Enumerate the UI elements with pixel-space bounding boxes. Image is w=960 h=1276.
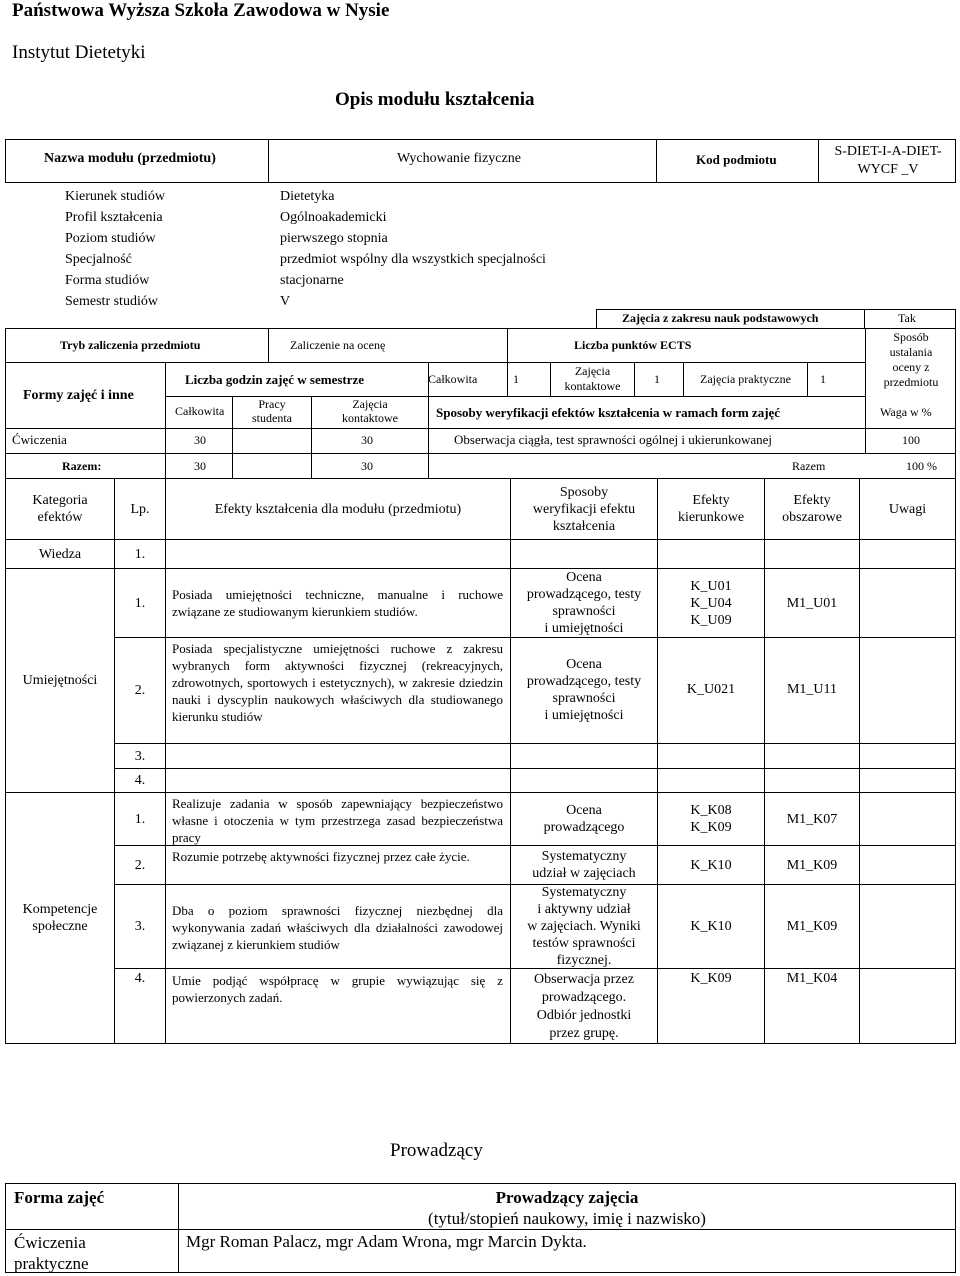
table-border (955, 1183, 956, 1273)
table-border (634, 362, 635, 396)
formy-label: Formy zajęć i inne (23, 388, 134, 403)
method-line: udział w zajęciach (532, 866, 636, 881)
info-label: Semestr studiów (65, 294, 158, 309)
komp-line: społeczne (32, 919, 88, 934)
method-line: w zajęciach. Wyniki (527, 919, 641, 934)
category-umiejetnosci (6, 569, 114, 792)
table-border (5, 328, 956, 329)
kat-line: Kategoria (32, 493, 88, 508)
method-line: Ocena (566, 803, 602, 818)
category-wiedza (6, 540, 114, 568)
cwiczenia-waga: 100 (902, 433, 920, 447)
table-border (311, 428, 312, 479)
list-item-lp (115, 885, 165, 968)
sposob-line: przedmiotu (883, 375, 939, 389)
table-border (864, 309, 865, 329)
method-line: Systematyczny (541, 885, 627, 900)
cwiczenia-total: 30 (194, 433, 206, 447)
kier-line: kierunkowe (677, 510, 745, 525)
kierunkowe-codes (658, 569, 764, 637)
hours-total-label: Całkowita (175, 404, 225, 418)
code-line-1: S-DIET-I-A-DIET- (834, 144, 942, 159)
table-border (268, 328, 269, 363)
method-line: Systematyczny (541, 849, 627, 864)
code-line: K_K09 (690, 820, 732, 835)
razem-label-2: Razem (792, 459, 826, 473)
table-border (5, 139, 6, 183)
ects-label: Liczba punktów ECTS (574, 338, 692, 352)
header-sposoby (511, 479, 657, 539)
module-code-label: Kod podmiotu (696, 152, 777, 167)
verification-method (511, 569, 657, 637)
category-kompetencje (6, 793, 114, 1043)
kierunkowe-codes: K_U021 (686, 682, 736, 697)
verification-method (511, 885, 657, 968)
sposob-line: oceny z (892, 360, 930, 374)
prowadzacy-title: Prowadzący (390, 1140, 483, 1161)
info-value: pierwszego stopnia (280, 231, 388, 246)
prowadzacy-sub: (tytuł/stopień naukowy, imię i nazwisko) (428, 1209, 706, 1228)
code-line-2: WYCF _V (857, 162, 919, 177)
lp-text: 2. (134, 857, 146, 873)
method-line: prowadzącego. (541, 990, 627, 1005)
method-line: prowadzącego (543, 820, 625, 835)
list-item-lp: 4. (134, 971, 146, 986)
method-line: sprawności (552, 691, 616, 706)
table-border (165, 428, 166, 479)
sposoby-line: Sposoby (559, 484, 609, 500)
cwiczenia-label: Ćwiczenia (12, 432, 67, 447)
list-item-lp (115, 540, 165, 568)
prowadzacy-names: Mgr Roman Palacz, mgr Adam Wrona, mgr Marcin Dykta. (186, 1232, 587, 1251)
kontaktowe-line: kontaktowe (342, 411, 398, 425)
razem-total: 30 (194, 459, 206, 473)
method-line: i umiejętności (544, 708, 624, 723)
uwagi-text: Uwagi (888, 501, 927, 517)
method-line: prowadzącego, testy (526, 674, 642, 689)
komp-line: Kompetencje (22, 902, 98, 917)
table-border (5, 328, 6, 479)
code-text: K_K10 (690, 857, 732, 873)
razem-kontaktowe: 30 (361, 459, 373, 473)
table-border (114, 768, 956, 769)
obszarowe-code (765, 569, 859, 637)
obszarowe-code: M1_K04 (786, 971, 838, 986)
info-label: Kierunek studiów (65, 189, 165, 204)
header-lp (115, 479, 165, 539)
info-values (280, 186, 546, 312)
prowadzacy-label: Prowadzący zajęcia (495, 1188, 639, 1207)
kontaktowe-line: Zajęcia (352, 397, 388, 411)
list-item-lp (115, 793, 165, 845)
table-border (5, 453, 956, 454)
kier-line: Efekty (692, 493, 730, 508)
code-text: M1_U01 (786, 595, 838, 611)
obszarowe-code (765, 885, 859, 968)
wiedza-text: Wiedza (38, 546, 82, 562)
forma-line: praktyczne (14, 1254, 89, 1273)
table-border (507, 328, 508, 363)
table-border (5, 1183, 956, 1184)
info-value: przedmiot wspólny dla wszystkich specjalności (280, 252, 546, 267)
info-value: stacjonarne (280, 273, 344, 288)
effect-description: Rozumie potrzebę aktywności fizycznej przez całe życie. (172, 849, 470, 864)
lp-text: 1. (134, 546, 146, 562)
obszarowe-code (765, 846, 859, 884)
table-border (165, 362, 166, 428)
lp-text: 1. (134, 811, 146, 827)
tryb-label: Tryb zaliczenia przedmiotu (60, 338, 201, 352)
obsz-line: Efekty (793, 493, 831, 508)
list-item-lp (115, 846, 165, 884)
institute-name: Instytut Dietetyki (12, 42, 146, 63)
cwiczenia-kontaktowe: 30 (361, 433, 373, 447)
lp-text: 3. (134, 748, 146, 764)
effect-description: Umie podjąć współpracę w grupie wywiązując się z powierzonych zadań. (172, 973, 503, 1005)
code-line: K_K08 (690, 803, 732, 818)
table-border (5, 362, 865, 363)
table-border (5, 1272, 956, 1273)
forma-label: Forma zajęć (14, 1188, 105, 1207)
header-obszarowe (765, 479, 859, 539)
method-line: i umiejętności (544, 621, 624, 636)
lp-text: 3. (134, 919, 146, 934)
table-border (596, 309, 597, 329)
table-border (859, 478, 860, 1044)
obsz-line: obszarowe (782, 510, 842, 525)
method-line: i aktywny udział (537, 902, 631, 917)
ects-kontaktowe-value: 1 (654, 372, 660, 386)
method-line: Ocena (566, 657, 602, 672)
lp-text: 1. (134, 595, 146, 611)
info-value: Dietetyka (280, 189, 335, 204)
forma-value (14, 1232, 89, 1274)
sposob-line: Sposób (893, 330, 929, 344)
header-kategoria (6, 479, 114, 539)
kontaktowe-line: Zajęcia (574, 364, 611, 378)
table-border (114, 637, 956, 638)
effect-description: Dba o poziom sprawności fizycznej niezbędnej dla wykonywania zadań właściwych dla działalności zawodowej związanej z kierunkiem studiów (172, 903, 503, 952)
table-border (656, 139, 657, 183)
basic-sciences-label: Zajęcia z zakresu nauk podstawowych (622, 311, 819, 325)
sposob-ustalania (866, 330, 956, 390)
verification-method (511, 793, 657, 845)
module-name-label: Nazwa modułu (przedmiotu) (44, 151, 216, 166)
hours-label: Liczba godzin zajęć w semestrze (185, 372, 365, 387)
effect-description: Posiada specjalistyczne umiejętności ruchowe z zakresu wybranych form aktywności fizycznej (rekreacyjnych, zdrowotnych, sportowych i estetycznych), w zakresie dziedzin nauki i dyscyplin naukowych właściwych dla studiowanego kierunku studiów (172, 641, 503, 724)
list-item-lp (115, 769, 165, 792)
method-line: Obserwacja przez (534, 972, 634, 987)
code-text: M1_K09 (786, 919, 838, 934)
tryb-value: Zaliczenie na ocenę (290, 338, 386, 352)
table-border (955, 309, 956, 329)
school-name: Państwowa Wyższa Szkoła Zawodowa w Nysie (12, 0, 390, 21)
table-border (5, 139, 956, 140)
header-kierunkowe (658, 479, 764, 539)
method-line: prowadzącego, testy (526, 587, 642, 602)
method-line: sprawności (552, 604, 616, 619)
table-border (114, 743, 956, 744)
code-line: K_U01 (690, 578, 732, 594)
ects-total-label: Całkowita (428, 372, 478, 386)
info-label: Forma studiów (65, 273, 150, 288)
module-name-value: Wychowanie fizyczne (397, 151, 521, 166)
waga-label: Waga w % (880, 405, 932, 419)
hours-kontaktowe-label (312, 397, 428, 425)
list-item-lp (115, 569, 165, 637)
obszarowe-code: M1_U11 (786, 682, 838, 697)
ects-praktyczne-value: 1 (820, 372, 826, 386)
kierunkowe-codes: K_K09 (690, 971, 732, 986)
table-border (268, 139, 269, 183)
table-border (807, 362, 808, 396)
verification-method (511, 656, 657, 724)
kierunkowe-codes (658, 846, 764, 884)
pracy-line: Pracy (258, 397, 286, 411)
kierunkowe-codes (658, 885, 764, 968)
cwiczenia-weryfikacja: Obserwacja ciągła, test sprawności ogólnej i ukierunkowanej (454, 432, 773, 447)
table-border (232, 428, 233, 479)
basic-sciences-value: Tak (898, 311, 916, 325)
razem-label: Razem: (62, 459, 102, 473)
info-label: Profil kształcenia (65, 210, 163, 225)
lp-text: 2. (134, 683, 146, 698)
sposoby-line: weryfikacji efektu (532, 501, 636, 517)
kierunkowe-codes (658, 793, 764, 845)
forma-line: Ćwiczenia (14, 1233, 86, 1252)
verification-method (511, 971, 657, 1043)
ects-praktyczne-label: Zajęcia praktyczne (700, 372, 791, 386)
table-border (428, 396, 865, 397)
razem-value: 100 % (906, 459, 937, 473)
table-border (5, 1183, 6, 1273)
table-border (5, 1229, 956, 1230)
method-line: fizycznej. (556, 953, 612, 968)
pracy-line: studenta (252, 411, 292, 425)
method-line: Ocena (566, 570, 602, 585)
sposob-line: ustalania (889, 345, 933, 359)
method-line: Odbiór jednostki (536, 1008, 632, 1023)
lp-text: Lp. (130, 501, 150, 517)
module-code-value (820, 143, 956, 179)
effect-description: Realizuje zadania w sposób zapewniający bezpieczeństwo własne i otoczenia w tym przestrzega zasad bezpieczeństwa pracy (172, 796, 503, 845)
table-border (955, 478, 956, 1044)
verification-method (511, 846, 657, 884)
weryfikacja-label: Sposoby weryfikacji efektów kształcenia w ramach form zajęć (436, 405, 781, 420)
ects-total-value: 1 (513, 372, 519, 386)
pracy-studenta-label (233, 397, 311, 425)
umiejetnosci-text: Umiejętności (22, 673, 98, 688)
info-label: Poziom studiów (65, 231, 156, 246)
list-item-lp (115, 744, 165, 768)
document-title: Opis modułu kształcenia (335, 89, 535, 110)
table-border (165, 478, 166, 1044)
table-border (5, 1043, 956, 1044)
header-uwagi (860, 479, 955, 539)
efekty-text: Efekty kształcenia dla modułu (przedmiotu) (214, 501, 462, 517)
obszarowe-code (765, 793, 859, 845)
code-line: K_U04 (690, 595, 732, 611)
lp-text: 4. (134, 773, 146, 788)
method-line: testów sprawności (532, 936, 636, 951)
code-text: K_K10 (690, 919, 732, 934)
code-text: M1_K07 (786, 811, 838, 827)
list-item-lp (115, 638, 165, 743)
table-border (818, 139, 819, 183)
table-border (683, 362, 684, 396)
method-line: przez grupę. (549, 1026, 619, 1041)
info-labels (65, 186, 165, 312)
info-label: Specjalność (65, 252, 132, 267)
code-text: M1_K09 (786, 857, 838, 873)
sposoby-line: kształcenia (552, 518, 616, 534)
kontaktowe-line: kontaktowe (564, 379, 621, 393)
table-border (5, 182, 956, 183)
info-value: Ogólnoakademicki (280, 210, 387, 225)
header-efekty (166, 479, 510, 539)
ects-kontaktowe-label (551, 364, 634, 394)
info-value: V (280, 294, 291, 309)
table-border (5, 428, 956, 429)
kat-line: efektów (37, 510, 83, 525)
table-border (507, 362, 508, 396)
effect-description: Posiada umiejętności techniczne, manualne i ruchowe związane ze studiowanym kierunkiem studiów. (172, 587, 503, 619)
code-line: K_U09 (690, 612, 732, 628)
table-border (596, 309, 956, 310)
